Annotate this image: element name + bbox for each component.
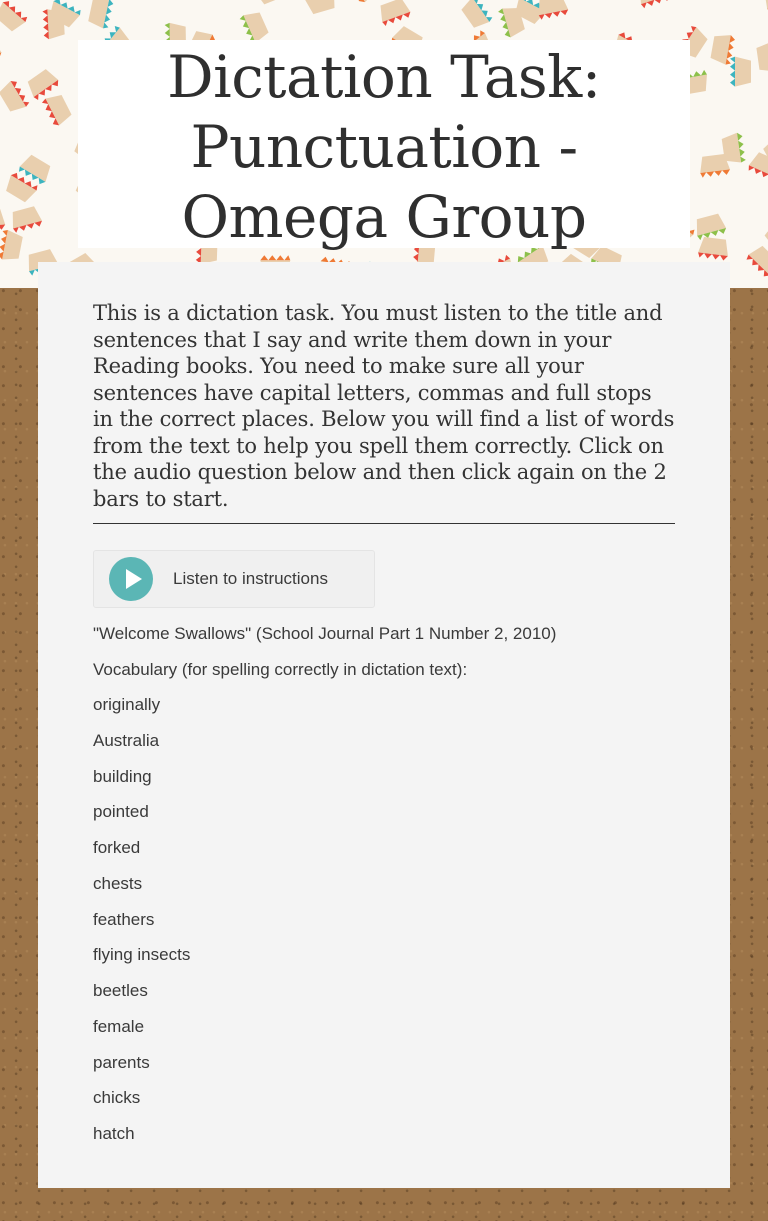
shaving-shape [762,215,768,252]
shaving-shape [0,78,30,115]
intro-text: This is a dictation task. You must listen to the title and sentences that I say and write them down in your Reading books. You need to make sure all your sentences have capital letters, commas and full stops in the correct places. Below you will find a list of words from the text to help you spell them correctly. Click on the audio question below and then click again on the 2 bars to start. [93,301,675,511]
page-title: Dictation Task: Punctuation - Omega Group [167,43,601,251]
vocabulary-heading: Vocabulary (for spelling correctly in dictation text): [93,660,468,679]
shaving-shape [41,91,73,127]
content-card [38,262,730,1188]
vocabulary-item: flying insects [93,945,191,965]
vocabulary-item: forked [93,838,141,857]
shaving-shape [87,0,114,29]
vocabulary-item: parents [93,1052,150,1072]
shaving-shape [698,236,730,260]
vocabulary-item: feathers [93,909,155,929]
listen-instructions-button[interactable] [93,550,375,608]
shaving-shape [730,57,751,87]
vocabulary-item: chicks [93,1088,141,1108]
vocabulary-item: pointed [93,802,149,822]
shaving-shape [42,8,65,39]
vocabulary-item: hatch [93,1124,135,1143]
divider [93,523,675,524]
shaving-shape [0,229,24,262]
header-banner [0,0,768,288]
shaving-shape [761,0,768,13]
shaving-shape [459,0,493,31]
vocabulary-item: originally [93,695,161,714]
source-citation: "Welcome Swallows" (School Journal Part 1 Number 2, 2010) [93,624,557,643]
shaving-shape [0,209,6,232]
shaving-shape [0,0,29,34]
vocabulary-item: female [93,1016,145,1036]
vocabulary-list [93,686,190,1151]
shaving-shape [636,0,671,9]
shaving-shape [693,213,727,241]
shaving-shape [253,0,289,6]
shaving-shape [304,0,339,15]
shaving-shape [536,0,569,20]
vocabulary-item: chests [93,873,143,893]
vocabulary-item: building [93,766,152,786]
shaving-shape [0,37,3,66]
vocabulary-item: beetles [93,981,148,1000]
title-box [78,40,690,251]
shaving-shape [702,0,734,1]
shaving-shape [346,0,379,5]
shaving-shape [9,205,43,233]
shaving-shape [747,151,768,182]
listen-instructions-label: Listen to instructions [173,569,328,588]
shaving-shape [756,41,768,74]
shaving-shape [745,243,768,279]
play-icon[interactable] [109,557,153,601]
vocabulary-item: Australia [93,730,160,750]
shaving-shape [24,67,61,101]
shaving-shape [710,32,736,65]
shaving-shape [377,0,412,27]
